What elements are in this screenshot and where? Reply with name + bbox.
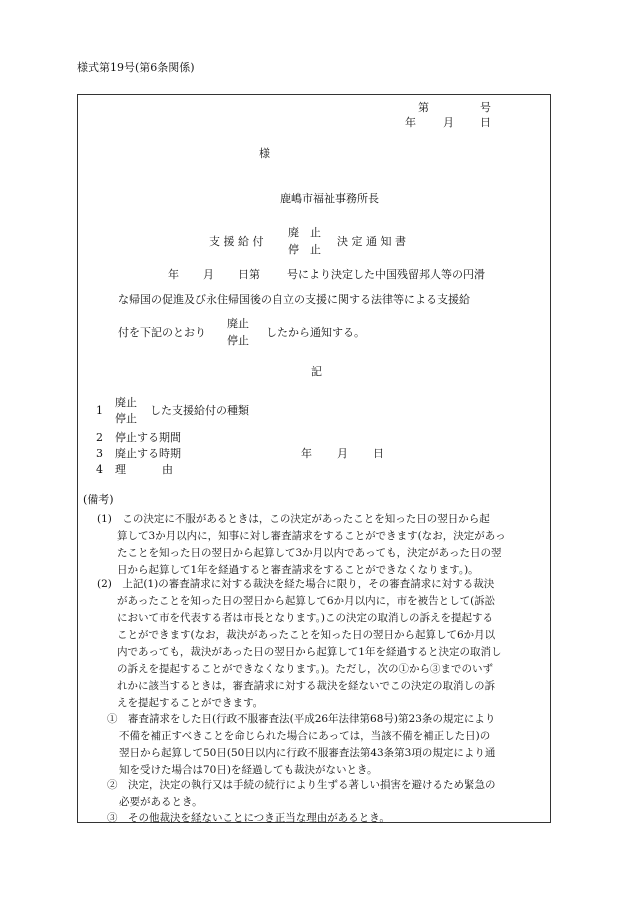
form-label: 様式第19号(第6条関係) bbox=[77, 61, 195, 74]
doc-number-prefix: 第 bbox=[418, 101, 429, 114]
case-1-line: 不備を補正すべきことを命じられた場合にあっては，当該不備を補正した日)の bbox=[119, 730, 491, 742]
note-2-line: があったことを知った日の翌日から起算して6か月以内に，市を被告として(訴訟 bbox=[117, 595, 496, 607]
item-1-option-bottom: 停止 bbox=[115, 412, 137, 425]
ki-heading: 記 bbox=[311, 365, 322, 378]
item-3-label: 廃止する時期 bbox=[115, 447, 181, 460]
item-4-num: 4 bbox=[96, 463, 103, 476]
note-2-line: れかに該当するときは，審査請求に対する裁決を経ないでこの決定の取消しの訴 bbox=[117, 680, 495, 692]
note-2-line: 内であっても，裁決があった日の翌日から起算して1年を経過すると決定の取消し bbox=[117, 646, 502, 658]
case-1-line: 翌日から起算して50日(50日以内に行政不服審査法第43条第3項の規定により通 bbox=[119, 747, 496, 759]
note-1-line: 日から起算して1年を経過すると審査請求をすることができなくなります。)。 bbox=[117, 564, 479, 576]
item-3-month: 月 bbox=[337, 447, 348, 460]
body-day: 日第 bbox=[238, 268, 260, 281]
date-day: 日 bbox=[480, 116, 491, 129]
item-1-option-top: 廃止 bbox=[115, 396, 137, 409]
note-2-line: (2) 上記(1)の審査請求に対する裁決を経た場合に限り，その審査請求に対する裁決 bbox=[97, 578, 495, 590]
body-line1-rest: 号により決定した中国残留邦人等の円滑 bbox=[287, 268, 485, 281]
date-month: 月 bbox=[443, 116, 454, 129]
title-prefix: 支 援 給 付 bbox=[209, 235, 264, 248]
note-1-line: 算して3か月以内に，知事に対し審査請求をすることができます(なお，決定があっ bbox=[117, 530, 506, 542]
note-1-line: (1) この決定に不服があるときは，この決定があったことを知った日の翌日から起 bbox=[97, 513, 490, 525]
notes-heading: (備考) bbox=[83, 493, 114, 506]
item-3-year: 年 bbox=[301, 447, 312, 460]
body-line3-option-top: 廃止 bbox=[227, 317, 249, 330]
issuer: 鹿嶋市福祉事務所長 bbox=[280, 192, 379, 205]
note-2-line: の訴えを提起することができなくなります。)。ただし，次の①から③までのいず bbox=[117, 663, 494, 675]
note-2-line: ことができます(なお，裁決があったことを知った日の翌日から起算して6か月以 bbox=[117, 629, 496, 641]
item-1-num: 1 bbox=[96, 404, 103, 417]
body-year: 年 bbox=[168, 268, 179, 281]
case-1-line: 知を受けた場合は70日)を経過しても裁決がないとき。 bbox=[119, 764, 378, 776]
note-1-line: たことを知った日の翌日から起算して3か月以内であっても，決定があった日の翌 bbox=[117, 547, 502, 559]
body-line3-prefix: 付を下記のとおり bbox=[118, 326, 206, 339]
note-2-line: において市を代表する者は市長となります。)この決定の取消しの訴えを提起する bbox=[117, 612, 494, 624]
title-option-bottom: 停 止 bbox=[288, 243, 321, 256]
date-year: 年 bbox=[405, 116, 416, 129]
case-1-line: ① 審査請求をした日(行政不服審査法(平成26年法律第68号)第23条の規定により bbox=[107, 713, 496, 725]
item-2-label: 停止する期間 bbox=[115, 431, 181, 444]
item-3-day: 日 bbox=[373, 447, 384, 460]
item-2-num: 2 bbox=[96, 431, 103, 444]
body-line2: な帰国の促進及び永住帰国後の自立の支援に関する法律等による支援給 bbox=[118, 293, 470, 306]
item-4-label-a: 理 bbox=[115, 463, 126, 476]
body-month: 月 bbox=[203, 268, 214, 281]
body-line3-option-bottom: 停止 bbox=[227, 334, 249, 347]
doc-number-suffix: 号 bbox=[480, 101, 491, 114]
body-line3-suffix: したから通知する。 bbox=[266, 326, 365, 339]
item-1-label: した支援給付の種類 bbox=[150, 404, 249, 417]
item-4-label-b: 由 bbox=[162, 463, 173, 476]
addressee-suffix: 様 bbox=[259, 147, 270, 160]
title-option-top: 廃 止 bbox=[288, 226, 321, 239]
title-suffix: 決 定 通 知 書 bbox=[337, 235, 406, 248]
item-3-num: 3 bbox=[96, 447, 103, 460]
case-2-line: ② 決定，決定の執行又は手続の続行により生ずる著しい損害を避けるため緊急の bbox=[107, 779, 496, 791]
note-2-line: えを提起することができます。 bbox=[117, 697, 264, 709]
case-3-line: ③ その他裁決を経ないことにつき正当な理由があるとき。 bbox=[107, 812, 390, 824]
case-2-line: 必要があるとき。 bbox=[119, 796, 203, 808]
